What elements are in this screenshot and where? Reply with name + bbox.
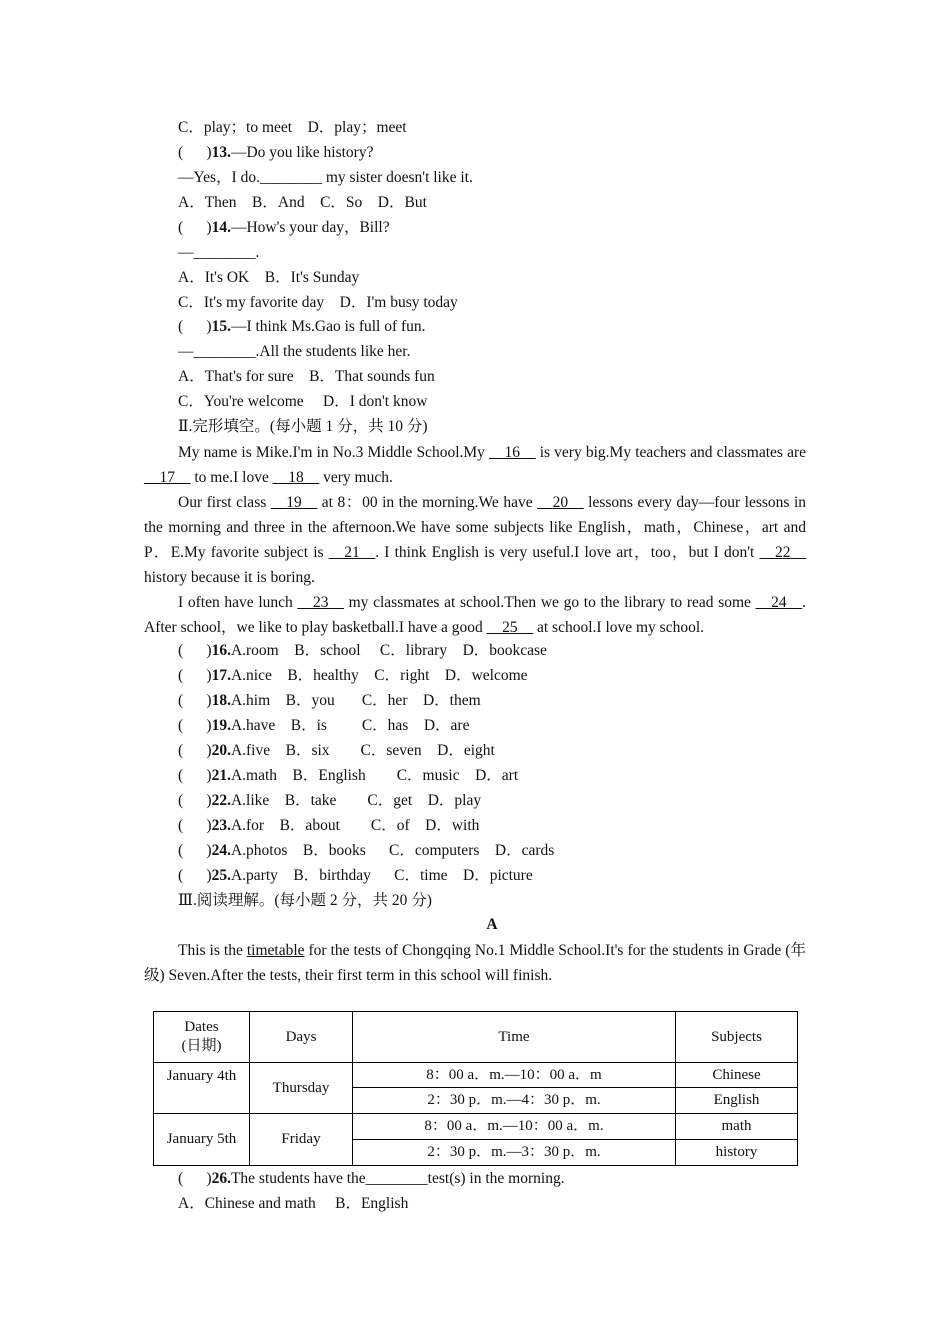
question-options: A.nice B．healthy C．right D．welcome xyxy=(230,667,528,684)
question-number: 19. xyxy=(211,717,231,734)
cloze-blank-22: __22__ xyxy=(759,544,807,561)
question-number: 20. xyxy=(211,742,231,759)
time-cell: 8：00 a．m.—10：00 a．m. xyxy=(353,1114,676,1140)
timetable xyxy=(153,1011,798,1166)
section-2-title: Ⅱ.完形填空。(每小题 1 分，共 10 分) xyxy=(178,418,428,435)
question-number: 17. xyxy=(211,667,231,684)
question-options: A.party B．birthday C．time D．picture xyxy=(230,867,533,884)
header-subjects: Subjects xyxy=(676,1012,798,1063)
header-time: Time xyxy=(353,1012,676,1063)
question-15-options-ab: A．That's for sure B．That sounds fun xyxy=(178,368,435,385)
cloze-paragraph-1: My name is Mike.I'm in No.3 Middle School.My __16__ is very big.My teachers and classmates are __17__ to me.I love __18__ very much. xyxy=(144,444,806,486)
question-number: 18. xyxy=(211,692,231,709)
cloze-blank-21: __21__ xyxy=(328,544,376,561)
answer-blank[interactable]: ( ) xyxy=(178,667,212,684)
answer-blank[interactable]: ( ) xyxy=(178,642,212,659)
day-cell: Friday xyxy=(250,1114,353,1166)
section-3-title: Ⅲ.阅读理解。(每小题 2 分，共 20 分) xyxy=(178,892,432,909)
passage-label: A xyxy=(486,916,498,933)
cloze-question-20 xyxy=(178,741,495,761)
cloze-blank-25: __25__ xyxy=(486,619,534,636)
cloze-paragraph-3: I often have lunch __23__ my classmates at school.Then we go to the library to read some __24__. After school，we like to play basketball.I have a good __25__ at school.I love my school. xyxy=(144,594,806,636)
question-number: 14. xyxy=(211,219,231,236)
question-number: 16. xyxy=(211,642,231,659)
answer-blank[interactable]: ( ) xyxy=(178,318,212,335)
question-14 xyxy=(178,218,390,238)
cloze-blank-17: __17__ xyxy=(144,469,191,486)
cloze-blank-23: __23__ xyxy=(297,594,344,611)
date-cell: January 4th xyxy=(154,1063,250,1114)
cloze-question-19 xyxy=(178,716,469,736)
question-number: 23. xyxy=(211,817,231,834)
answer-blank[interactable]: ( ) xyxy=(178,717,212,734)
question-number: 21. xyxy=(211,767,231,784)
header-dates: Dates (日期) xyxy=(154,1012,250,1063)
question-number: 25. xyxy=(211,867,231,884)
answer-blank[interactable]: ( ) xyxy=(178,767,212,784)
question-number: 13. xyxy=(211,144,231,161)
time-cell: 2：30 p．m.—3：30 p．m. xyxy=(353,1140,676,1166)
cloze-question-25 xyxy=(178,866,533,886)
cloze-question-23 xyxy=(178,816,479,836)
question-options: A.him B．you C．her D．them xyxy=(230,692,481,709)
cloze-question-22 xyxy=(178,791,481,811)
cloze-question-16 xyxy=(178,641,547,661)
question-13 xyxy=(178,143,373,163)
cloze-paragraph-2: Our first class __19__ at 8：00 in the morning.We have __20__ lessons every day—four lessons in the morning and three in the afternoon.We have some subjects like English，math，Chinese，art and P．E.My favorite subject is __21__. I think English is very useful.I love art，too，but I don't __22__ history because it is boring. xyxy=(144,494,807,586)
question-options: A.for B．about C．of D．with xyxy=(230,817,480,834)
question-14-reply: —________. xyxy=(178,244,260,261)
question-options: A.math B．English C．music D．art xyxy=(230,767,519,784)
question-15 xyxy=(178,317,426,337)
question-options: A.have B．is C．has D．are xyxy=(230,717,470,734)
answer-blank[interactable]: ( ) xyxy=(178,792,212,809)
answer-blank[interactable]: ( ) xyxy=(178,1170,212,1187)
question-options: A.photos B．books C．computers D．cards xyxy=(230,842,555,859)
question-options: A.room B．school C．library D．bookcase xyxy=(230,642,547,659)
question-13-reply: —Yes，I do.________ my sister doesn't like it. xyxy=(178,169,473,186)
question-13-options: A．Then B．And C．So D．But xyxy=(178,194,427,211)
question-number: 26. xyxy=(211,1170,231,1187)
question-stem: —Do you like history? xyxy=(230,144,374,161)
time-cell: 2：30 p．m.—4：30 p．m. xyxy=(353,1088,676,1114)
question-options: A.like B．take C．get D．play xyxy=(230,792,482,809)
cloze-question-18 xyxy=(178,691,481,711)
answer-blank[interactable]: ( ) xyxy=(178,842,212,859)
question-number: 22. xyxy=(211,792,231,809)
answer-blank[interactable]: ( ) xyxy=(178,219,212,236)
cloze-blank-20: __20__ xyxy=(537,494,584,511)
answer-blank[interactable]: ( ) xyxy=(178,742,212,759)
date-cell: January 5th xyxy=(154,1114,250,1166)
question-number: 24. xyxy=(211,842,231,859)
question-stem: The students have the________test(s) in the morning. xyxy=(230,1170,565,1187)
answer-blank[interactable]: ( ) xyxy=(178,817,212,834)
subject-cell: math xyxy=(676,1114,798,1140)
answer-blank[interactable]: ( ) xyxy=(178,692,212,709)
reading-passage: This is the timetable for the tests of Chongqing No.1 Middle School.It's for the students in Grade (年级) Seven.After the tests, their first term in this school will finish. xyxy=(144,942,806,984)
underlined-word: timetable xyxy=(246,942,305,959)
question-26-options: A．Chinese and math B．English xyxy=(178,1195,409,1212)
cloze-blank-19: __19__ xyxy=(270,494,318,511)
question-number: 15. xyxy=(211,318,231,335)
cloze-question-24 xyxy=(178,841,554,861)
cloze-blank-24: __24__ xyxy=(755,594,803,611)
q12-options-cd: C．play；to meet D．play；meet xyxy=(178,119,407,136)
question-stem: —How's your day，Bill? xyxy=(230,219,390,236)
time-cell: 8：00 a．m.—10：00 a．m xyxy=(353,1063,676,1088)
question-stem: —I think Ms.Gao is full of fun. xyxy=(230,318,426,335)
question-14-options-cd: C．It's my favorite day D．I'm busy today xyxy=(178,294,458,311)
answer-blank[interactable]: ( ) xyxy=(178,144,212,161)
cloze-question-17 xyxy=(178,666,528,686)
cloze-question-21 xyxy=(178,766,518,786)
answer-blank[interactable]: ( ) xyxy=(178,867,212,884)
subject-cell: history xyxy=(676,1140,798,1166)
cloze-blank-18: __18__ xyxy=(272,469,320,486)
question-26 xyxy=(178,1169,565,1189)
subject-cell: Chinese xyxy=(676,1063,798,1088)
header-days: Days xyxy=(250,1012,353,1063)
subject-cell: English xyxy=(676,1088,798,1114)
question-15-options-cd: C．You're welcome D．I don't know xyxy=(178,393,428,410)
day-cell: Thursday xyxy=(250,1063,353,1114)
cloze-blank-16: __16__ xyxy=(489,444,536,461)
question-15-reply: —________.All the students like her. xyxy=(178,343,411,360)
question-14-options-ab: A．It's OK B．It's Sunday xyxy=(178,269,360,286)
question-options: A.five B．six C．seven D．eight xyxy=(230,742,495,759)
